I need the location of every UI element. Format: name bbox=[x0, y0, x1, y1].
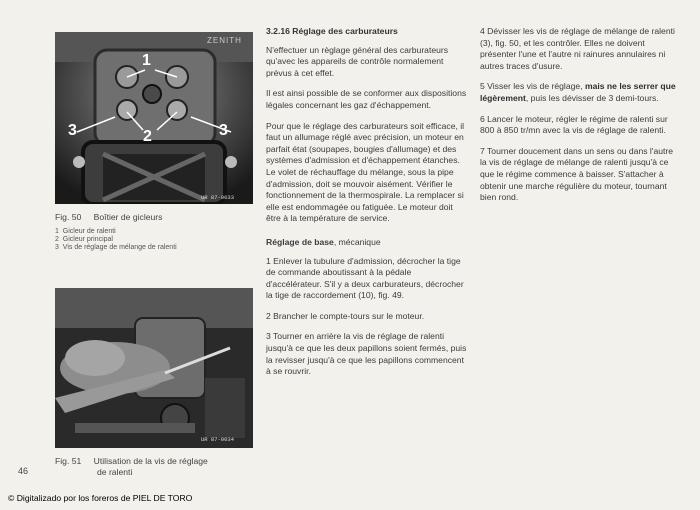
subheading-rest: , mécanique bbox=[333, 236, 381, 247]
callout-3-left: 3 bbox=[68, 122, 77, 139]
paragraph: Pour que le réglage des carburateurs soit efficace, il faut un allumage réglé avec précision, un moteur en parfait état (soupapes, bougies d'allumage) et des systèmes d'admission et d'échappement étanches. Le volet de réchauffage du mélange, sous la pipe d'admission, doit se mouvoir aisément. Vérifier le fonctionnement de la thermospirale. La remplacer si elle est endommagée ou fatiguée. Le moteur doit être à la température de service. bbox=[266, 120, 465, 224]
right-column bbox=[480, 26, 678, 213]
figure-51-photo bbox=[55, 288, 253, 448]
figure-51-number: Fig. 51 bbox=[55, 456, 82, 466]
figure-51-title-line1: Utilisation de la vis de réglage bbox=[93, 456, 208, 466]
paragraph: Il est ainsi possible de se conformer aux dispositions légales concernant les gaz d'échappement. bbox=[266, 88, 467, 110]
middle-column bbox=[266, 26, 468, 387]
legend-item: 3 Vis de réglage de mélange de ralenti bbox=[55, 244, 177, 252]
section-heading: 3.2.16 Réglage des carburateurs bbox=[266, 26, 398, 36]
figure-51-title-line2: de ralenti bbox=[97, 467, 133, 477]
figure-50-caption bbox=[55, 212, 162, 222]
callout-1: 1 bbox=[142, 52, 151, 69]
step-5-emphasis: mais ne les serrer que légèrement bbox=[480, 81, 676, 103]
figure-51-code: UR 87-0034 bbox=[201, 436, 235, 443]
step-2: 2 Brancher le compte-tours sur le moteur. bbox=[266, 310, 425, 321]
figure-50-title: Boîtier de gicleurs bbox=[93, 212, 163, 222]
step-7: 7 Tourner doucement dans un sens ou dans l'autre la vis de réglage de mélange de ralenti jusqu'à ce que le régime commence à baisser. S'attacher à obtenir une marche régulière du moteur, tournant bien rond. bbox=[480, 145, 674, 203]
figure-51-caption bbox=[55, 456, 255, 466]
page-number: 46 bbox=[18, 466, 29, 476]
footer-credit: © Digitalizado por los foreros de PIEL DE TORO bbox=[8, 493, 193, 503]
carburetor-top-illustration bbox=[55, 32, 253, 204]
step-1: 1 Enlever la tubulure d'admission, décrocher la tige de commande aboutissant à la pédale d'accélérateur. S'il y a deux carburateurs, décrocher la tige de raccordement (10), fig. 49. bbox=[266, 255, 464, 301]
step-3: 3 Tourner en arrière la vis de réglage de ralenti jusqu'à ce que les deux papillons soient fermés, puis la revisser jusqu'à ce que les papillons commencent à se rouvrir. bbox=[266, 331, 467, 377]
paragraph: N'effectuer un règlage général des carburateurs qu'avec les appareils de contrôle normalement prévus à cet effet. bbox=[266, 44, 449, 78]
step-5: 5 Visser les vis de réglage, mais ne les serrer que légèrement, puis les dévisser de 3 demi-tours. bbox=[480, 81, 676, 103]
step-6: 6 Lancer le moteur, régler le régime de ralenti sur 800 à 850 tr/mn avec la vis de réglage de ralenti. bbox=[480, 113, 668, 136]
brand-text: ZENITH bbox=[207, 36, 242, 45]
callout-3-right: 3 bbox=[219, 122, 228, 139]
hand-adjusting-screw-illustration bbox=[55, 288, 253, 448]
subheading bbox=[266, 237, 468, 249]
figure-50-number: Fig. 50 bbox=[55, 212, 82, 222]
subheading-bold: Réglage de base bbox=[266, 236, 334, 247]
figure-50-photo bbox=[55, 32, 253, 204]
legend-item: 1 Gicleur de ralenti bbox=[55, 228, 116, 235]
figure-50-code: UR 87-0033 bbox=[201, 194, 235, 201]
callout-2: 2 bbox=[143, 128, 152, 145]
legend-item: 2 Gicleur principal bbox=[55, 236, 113, 244]
figure-50-legend bbox=[55, 228, 255, 253]
step-4: 4 Dévisser les vis de réglage de mélange de ralenti (3), fig. 50, et les contrôler. Elles ne doivent présenter l'une et l'autre ni rainures annulaires ni autres traces d'usure. bbox=[480, 26, 675, 71]
